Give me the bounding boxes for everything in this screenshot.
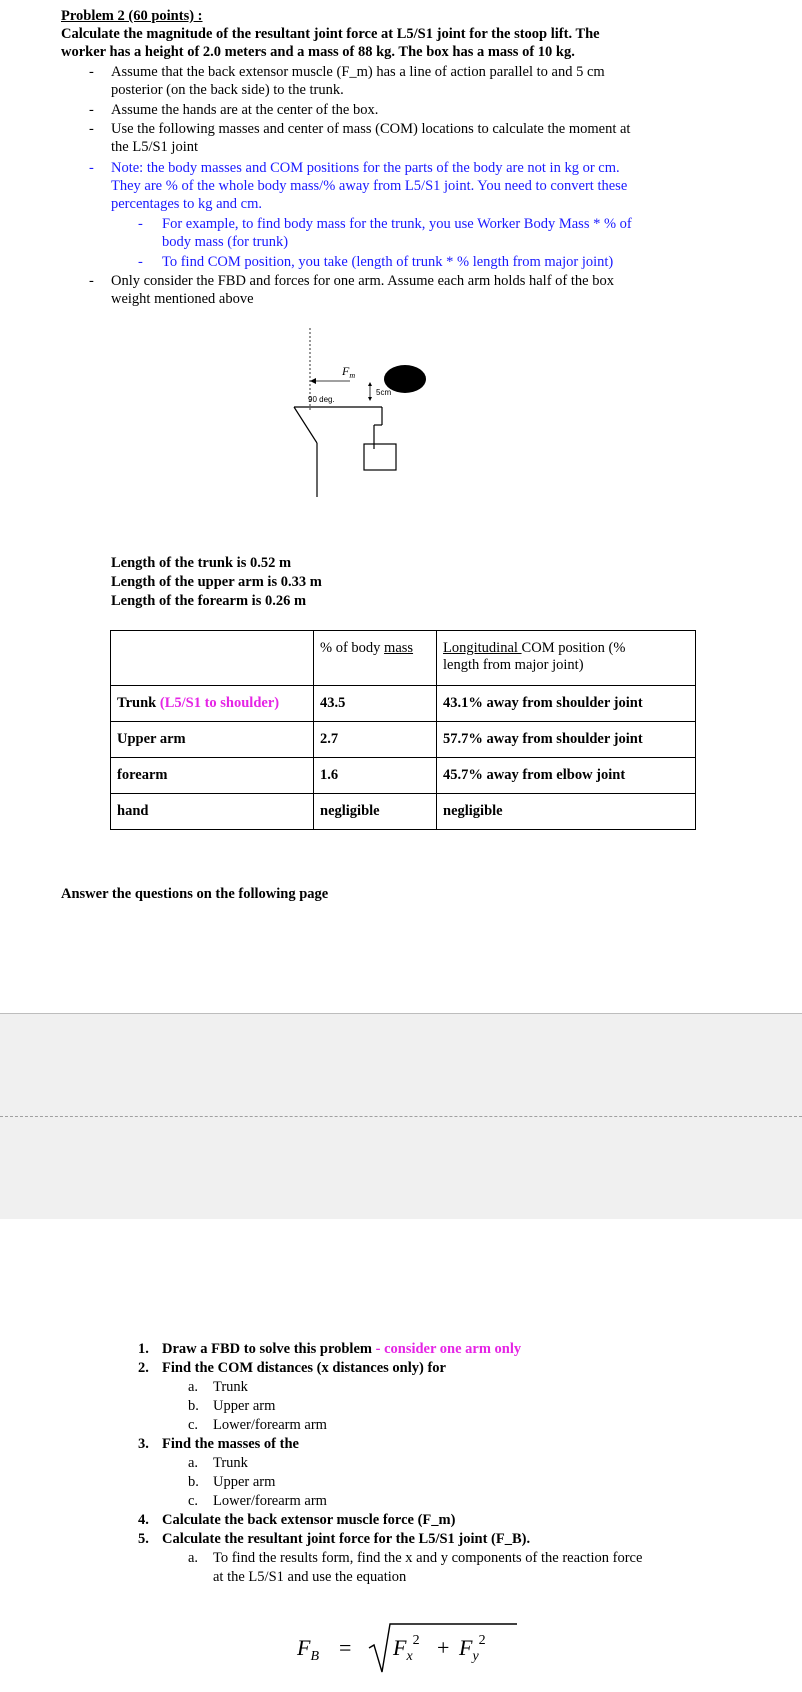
question-1: Draw a FBD to solve this problem - consider one arm only — [162, 1341, 522, 1357]
bullet-hands: Assume the hands are at the center of the box. — [111, 102, 379, 118]
sub-item-letter: c. — [188, 1493, 199, 1509]
table-row — [111, 794, 696, 830]
problem-heading: Problem 2 (60 points) : — [61, 8, 203, 24]
answer-note: Answer the questions on the following page — [61, 886, 329, 902]
table-cell-name: Upper arm — [111, 722, 314, 758]
table-cell-com: 45.7% away from elbow joint — [437, 758, 696, 794]
bullet-dash: - — [89, 273, 94, 289]
bullet-one-arm-line-2: weight mentioned above — [111, 291, 254, 307]
table-cell-name: hand — [111, 794, 314, 830]
note-line-2: They are % of the whole body mass/% away from L5/S1 joint. You need to convert these — [111, 178, 628, 194]
formula-plus: + — [437, 1635, 450, 1660]
question-2: Find the COM distances (x distances only) for — [162, 1360, 446, 1376]
question-number: 5. — [138, 1531, 149, 1547]
question-number: 3. — [138, 1436, 149, 1452]
table-row — [111, 686, 696, 722]
box — [364, 444, 396, 470]
table-cell-com: 57.7% away from shoulder joint — [437, 722, 696, 758]
table-cell-com: negligible — [437, 794, 696, 830]
question-number: 1. — [138, 1341, 149, 1357]
question-3: Find the masses of the — [162, 1436, 299, 1452]
question-number: 2. — [138, 1360, 149, 1376]
note-line-3: percentages to kg and cm. — [111, 196, 262, 212]
muscle-force-arrowhead — [310, 378, 316, 384]
question-2b: Upper arm — [213, 1398, 276, 1414]
stoop-lift-figure — [290, 325, 470, 540]
note-com-position: To find COM position, you take (length of trunk * % length from major joint) — [162, 254, 614, 270]
bullet-one-arm-line-1: Only consider the FBD and forces for one arm. Assume each arm holds half of the box — [111, 273, 614, 289]
table-header-com: Longitudinal COM position (% length from major joint) — [437, 631, 696, 686]
forearm-length: Length of the forearm is 0.26 m — [111, 593, 307, 609]
question-3c: Lower/forearm arm — [213, 1493, 327, 1509]
bullet-com-line-1: Use the following masses and center of mass (COM) locations to calculate the moment at — [111, 121, 631, 137]
bullet-dash: - — [89, 121, 94, 137]
table-cell-mass: 2.7 — [314, 722, 437, 758]
question-2c: Lower/forearm arm — [213, 1417, 327, 1433]
bullet-muscle-line-2: posterior (on the back side) to the trunk. — [111, 82, 344, 98]
trunk-length: Length of the trunk is 0.52 m — [111, 555, 292, 571]
question-3b: Upper arm — [213, 1474, 276, 1490]
question-5: Calculate the resultant joint force for the L5/S1 joint (F_B). — [162, 1531, 531, 1547]
page-break-dashed-line — [0, 1116, 802, 1117]
table-cell-name: Trunk (L5/S1 to shoulder) — [111, 686, 314, 722]
formula-lhs: $F_B$ — [297, 1635, 320, 1664]
table-cell-mass: negligible — [314, 794, 437, 830]
table-row — [111, 722, 696, 758]
note-example-line-1: For example, to find body mass for the trunk, you use Worker Body Mass * % of — [162, 216, 632, 232]
fm-label: $F_m$ — [342, 364, 356, 380]
problem-statement-line-2: worker has a height of 2.0 meters and a mass of 88 kg. The box has a mass of 10 kg. — [61, 44, 575, 60]
sub-item-letter: a. — [188, 1379, 199, 1395]
bullet-muscle-line-1: Assume that the back extensor muscle (F_m) has a line of action parallel to and 5 cm — [111, 64, 605, 80]
formula-fy: $F_y^2$ — [459, 1633, 486, 1664]
question-5a-line-1: To find the results form, find the x and y components of the reaction force — [213, 1550, 643, 1566]
question-2a: Trunk — [213, 1379, 248, 1395]
table-cell-mass: 1.6 — [314, 758, 437, 794]
table-row — [111, 758, 696, 794]
table-header-empty — [111, 631, 314, 686]
question-5a-line-2: at the L5/S1 and use the equation — [213, 1569, 407, 1585]
table-cell-name: forearm — [111, 758, 314, 794]
angle-label: 90 deg. — [308, 395, 335, 404]
formula-fx: $F_x^2$ — [393, 1633, 420, 1664]
note-line-1: Note: the body masses and COM positions for the parts of the body are not in kg or cm. — [111, 160, 620, 176]
sub-item-letter: a. — [188, 1550, 199, 1566]
question-3a: Trunk — [213, 1455, 248, 1471]
table-header-row — [111, 631, 696, 686]
problem-statement-line-1: Calculate the magnitude of the resultant joint force at L5/S1 joint for the stoop lift. The — [61, 26, 600, 42]
note-example-line-2: body mass (for trunk) — [162, 234, 289, 250]
table-cell-mass: 43.5 — [314, 686, 437, 722]
upper-arm-length: Length of the upper arm is 0.33 m — [111, 574, 322, 590]
resultant-force-equation — [295, 1618, 525, 1678]
bullet-dash: - — [89, 102, 94, 118]
sub-item-letter: b. — [188, 1398, 199, 1414]
sub-item-letter: b. — [188, 1474, 199, 1490]
bullet-dash: - — [89, 64, 94, 80]
question-number: 4. — [138, 1512, 149, 1528]
body-segment-table — [110, 630, 696, 830]
head — [384, 365, 426, 393]
bullet-dash: - — [138, 254, 143, 270]
sub-item-letter: c. — [188, 1417, 199, 1433]
table-cell-com: 43.1% away from shoulder joint — [437, 686, 696, 722]
bullet-dash: - — [89, 160, 94, 176]
sub-item-letter: a. — [188, 1455, 199, 1471]
bullet-dash: - — [138, 216, 143, 232]
question-4: Calculate the back extensor muscle force (F_m) — [162, 1512, 456, 1528]
formula-equals: = — [339, 1635, 352, 1660]
bullet-com-line-2: the L5/S1 joint — [111, 139, 198, 155]
table-header-mass: % of body mass — [314, 631, 437, 686]
page-break-gap — [0, 1013, 802, 1220]
distance-label: 5cm — [376, 388, 392, 397]
hip-line — [294, 407, 317, 443]
